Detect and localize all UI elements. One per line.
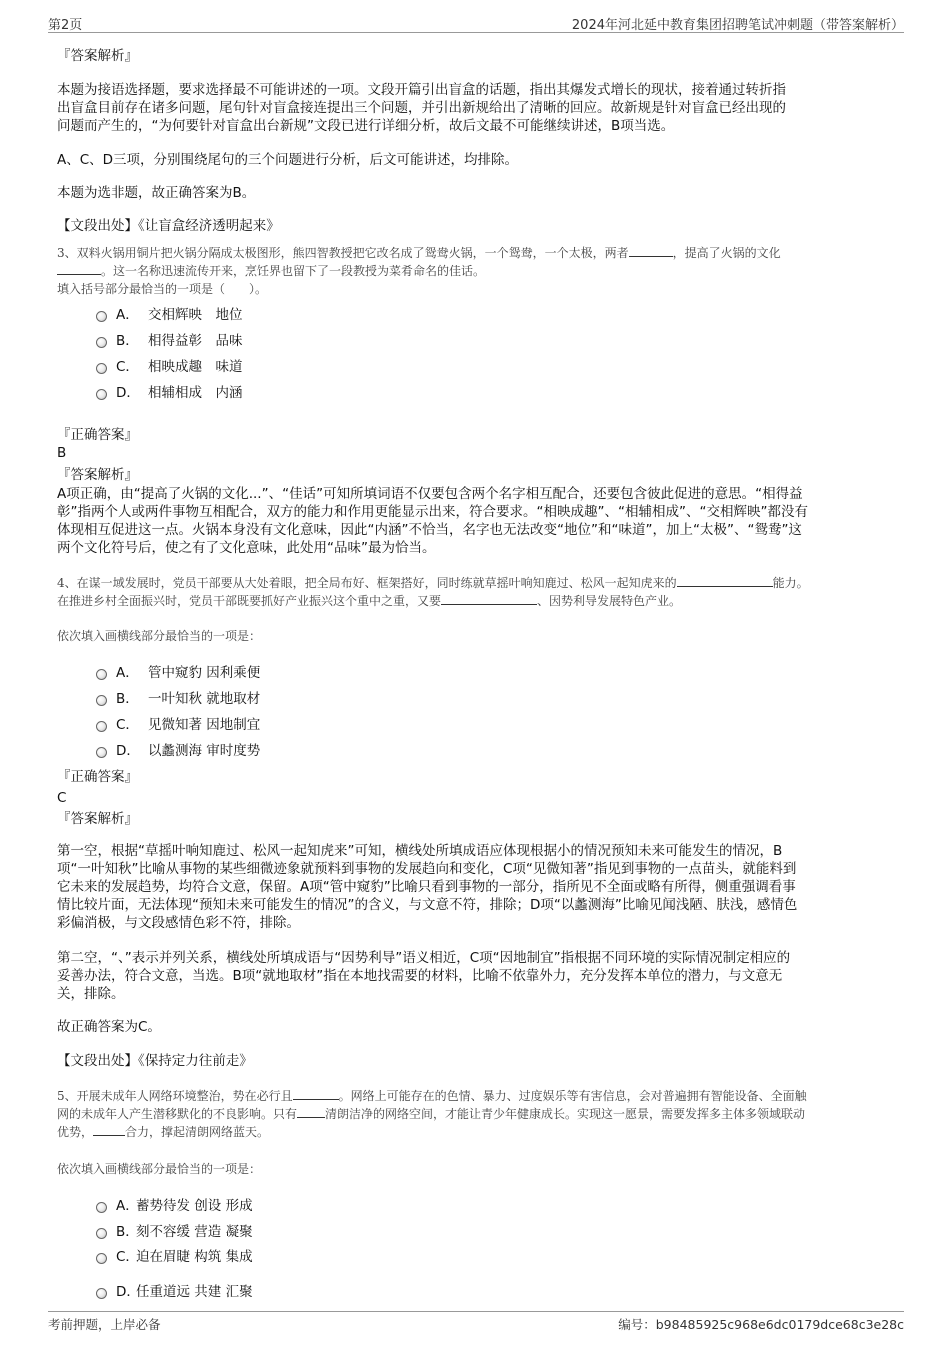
radio-icon[interactable]	[96, 363, 107, 374]
q3-stem	[57, 244, 895, 298]
q4-option-c[interactable]: C． 见微知著 因地制宜	[96, 715, 260, 735]
q2-para1-line: 出盲盒目前存在诸多问题，尾句针对盲盒接连提出三个问题，并引出新规给出了清晰的回应。故新规是针对盲盒已经出现的	[57, 100, 786, 116]
q4-analysis-line: 第一空，根据“草摇叶响知鹿过、松风一起知虎来”可知，横线处所填成语应体现根据小的情况预知未来可能发生的情况，B	[57, 843, 783, 859]
q3-stem-line: 3、双料火锅用铜片把火锅分隔成太极图形，熊四智教授把它改名成了鸳鸯火锅，一个鸳鸯，一个太极，两者 ，提高了火锅的文化	[57, 246, 781, 260]
q4-blank-2	[441, 592, 537, 605]
radio-icon[interactable]	[96, 669, 107, 680]
code-label: 编号：	[618, 1317, 656, 1332]
page-header	[48, 12, 904, 33]
q5-stem-line: 网的未成年人产生潜移默化的不良影响。只有 清朗洁净的网络空间，才能让青少年健康成长。实现这一愿景，需要发挥多主体多领域联动	[57, 1107, 806, 1121]
radio-icon[interactable]	[96, 1202, 107, 1213]
q3-correct-label: 『正确答案』	[57, 427, 138, 443]
q4-blank-1	[677, 574, 773, 587]
q3-analysis-label: 『答案解析』	[57, 467, 138, 483]
q4-analysis-para1	[57, 842, 895, 932]
q3-option-c[interactable]: C． 相映成趣 味道	[96, 357, 243, 377]
footer-slogan: 考前押题，上岸必备	[48, 1317, 161, 1332]
q5-option-b[interactable]: B．刻不容缓 营造 凝聚	[96, 1222, 253, 1242]
q3-prompt: 填入括号部分最恰当的一项是（ ）。	[57, 282, 268, 296]
q3-analysis-line: A项正确，由“提高了火锅的文化...”、“佳话”可知所填词语不仅要包含两个名字相互配合，还要包含彼此促进的意思。“相得益	[57, 486, 803, 502]
q3-option-d[interactable]: D． 相辅相成 内涵	[96, 383, 243, 403]
q5-blank-2	[297, 1105, 325, 1118]
page-number: 第2页	[48, 18, 83, 33]
q4-source: 【文段出处】《保持定力往前走》	[57, 1053, 253, 1069]
q5-stem	[57, 1087, 895, 1141]
q4-stem-line: 在推进乡村全面振兴时，党员干部既要抓好产业振兴这个重中之重，又要 、因势利导发展特色产业。	[57, 594, 682, 608]
q4-analysis-label: 『答案解析』	[57, 811, 138, 827]
q2-analysis-para2: A、C、D三项，分别围绕尾句的三个问题进行分析，后文可能讲述，均排除。	[57, 152, 519, 168]
q4-analysis-para3: 故正确答案为C。	[57, 1019, 161, 1035]
radio-icon[interactable]	[96, 311, 107, 322]
q3-analysis	[57, 485, 895, 557]
q5-option-d[interactable]: D．任重道远 共建 汇聚	[96, 1282, 253, 1302]
q4-analysis-line: 它未来的发展趋势，均符合文意，保留。A项“管中窥豹”比喻只看到事物的一部分，指所见不全面或略有所得，侧重强调看事	[57, 879, 796, 895]
q4-analysis-line: 彩偏消极，与文段感情色彩不符，排除。	[57, 915, 300, 931]
q4-correct-label: 『正确答案』	[57, 769, 138, 785]
radio-icon[interactable]	[96, 1253, 107, 1264]
q5-blank-3	[93, 1123, 125, 1136]
q5-prompt: 依次填入画横线部分最恰当的一项是：	[57, 1162, 262, 1176]
q4-stem-line: 4、在谋一域发展时，党员干部要从大处着眼，把全局布好、框架搭好，同时练就草摇叶响知鹿过、松风一起知虎来的 能力。	[57, 576, 809, 590]
q2-para1-line: 问题而产生的，“为何要针对盲盒出台新规”文段已进行详细分析，故后文最不可能继续讲述，B项当选。	[57, 118, 675, 134]
radio-icon[interactable]	[96, 1288, 107, 1299]
q2-source: 【文段出处】《让盲盒经济透明起来》	[57, 218, 280, 234]
q2-analysis-para3: 本题为选非题，故正确答案为B。	[57, 185, 256, 201]
q2-analysis-label: 『答案解析』	[57, 48, 138, 64]
q5-option-c[interactable]: C．迫在眉睫 构筑 集成	[96, 1247, 253, 1267]
q3-blank-2	[57, 262, 101, 275]
q3-option-a[interactable]: A． 交相辉映 地位	[96, 305, 243, 325]
q4-stem	[57, 574, 895, 610]
q4-correct-answer: C	[57, 790, 67, 806]
radio-icon[interactable]	[96, 747, 107, 758]
document-title: 2024年河北延中教育集团招聘笔试冲刺题（带答案解析）	[571, 18, 904, 33]
code-value: b98485925c968e6dc0179dce68c3e28c	[655, 1317, 904, 1332]
q4-prompt: 依次填入画横线部分最恰当的一项是：	[57, 629, 262, 643]
q5-blank-1	[293, 1087, 339, 1100]
q3-correct-answer: B	[57, 445, 67, 461]
radio-icon[interactable]	[96, 695, 107, 706]
q3-option-b[interactable]: B． 相得益彰 品味	[96, 331, 243, 351]
q3-analysis-line: 体现相互促进这一点。火锅本身没有文化意味，因此“内涵”不恰当，名字也无法改变“地位”和“味道”，加上“太极”、“鸳鸯”这	[57, 522, 802, 538]
q5-option-a[interactable]: A．蓄势待发 创设 形成	[96, 1196, 253, 1216]
q4-option-b[interactable]: B． 一叶知秋 就地取材	[96, 689, 260, 709]
q3-stem-line: 。这一名称迅速流传开来，烹饪界也留下了一段教授为菜肴命名的佳话。	[57, 262, 895, 280]
q2-analysis-para1	[57, 81, 895, 135]
radio-icon[interactable]	[96, 337, 107, 348]
q4-option-d[interactable]: D． 以蠡测海 审时度势	[96, 741, 260, 761]
radio-icon[interactable]	[96, 389, 107, 400]
radio-icon[interactable]	[96, 1228, 107, 1239]
q4-analysis-para2	[57, 949, 895, 1003]
q4-analysis-line: 第二空，“、”表示并列关系，横线处所填成语与“因势利导”语义相近，C项“因地制宜”指根据不同环境的实际情况制定相应的	[57, 950, 791, 966]
q4-analysis-line: 情比较片面，无法体现“预知未来可能发生的情况”的含义，与文意不符，排除；D项“以蠡测海”比喻见闻浅陋、肤浅，感情色	[57, 897, 798, 913]
q3-analysis-line: 彰”指两个人或两件事物互相配合，双方的能力和作用更能显示出来，符合要求。“相映成趣”、“相辅相成”、“交相辉映”都没有	[57, 504, 808, 520]
radio-icon[interactable]	[96, 721, 107, 732]
q4-option-a[interactable]: A． 管中窥豹 因利乘便	[96, 663, 260, 683]
document-code	[618, 1315, 904, 1333]
q4-analysis-line: 项“一叶知秋”比喻从事物的某些细微迹象就预料到事物的发展趋向和变化，C项“见微知著”指见到事物的一点苗头，就能料到	[57, 861, 797, 877]
page-footer	[48, 1311, 904, 1332]
q5-stem-line: 5、开展未成年人网络环境整治，势在必行且 。网络上可能存在的色情、暴力、过度娱乐等有害信息，会对普遍拥有智能设备、全面触	[57, 1089, 807, 1103]
q5-stem-line: 优势， 合力，撑起清朗网络蓝天。	[57, 1125, 270, 1139]
q4-analysis-line: 关，排除。	[57, 986, 125, 1002]
q3-analysis-line: 两个文化符号后，使之有了文化意味，此处用“品味”最为恰当。	[57, 540, 436, 556]
q4-analysis-line: 妥善办法，符合文意，当选。B项“就地取材”指在本地找需要的材料，比喻不依靠外力，充分发挥本单位的潜力，与文意无	[57, 968, 783, 984]
q3-blank-1	[629, 244, 673, 257]
q2-para1-line: 本题为接语选择题，要求选择最不可能讲述的一项。文段开篇引出盲盒的话题，指出其爆发式增长的现状，接着通过转折指	[57, 82, 786, 98]
